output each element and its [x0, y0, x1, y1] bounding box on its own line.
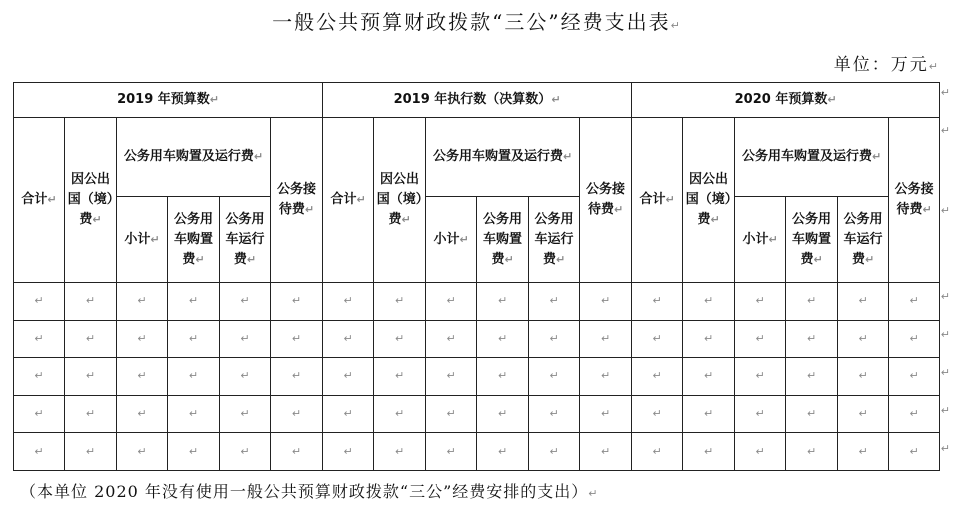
abroad-header — [683, 118, 735, 283]
paragraph-mark-icon: ↵ — [652, 407, 662, 421]
table-cell — [735, 358, 786, 396]
paragraph-mark-icon: ↵ — [246, 252, 257, 266]
paragraph-mark-icon: ↵ — [240, 444, 250, 458]
table-cell — [786, 395, 838, 433]
paragraph-mark-icon: ↵ — [240, 407, 250, 421]
paragraph-mark-icon: ↵ — [600, 407, 611, 421]
table-cell — [271, 395, 323, 433]
table-cell — [117, 433, 168, 471]
purchase-header — [477, 197, 529, 283]
table-cell — [786, 433, 838, 471]
vehicle-header — [117, 118, 271, 197]
table-row — [14, 395, 940, 433]
table-cell — [477, 358, 529, 396]
purchase-header-label: 公务用车购置费 — [483, 211, 523, 267]
table-cell — [14, 433, 65, 471]
paragraph-mark-icon: ↵ — [240, 294, 250, 308]
paragraph-mark-icon: ↵ — [137, 444, 147, 458]
table-cell — [220, 433, 271, 471]
paragraph-mark-icon: ↵ — [188, 369, 199, 383]
table-cell — [735, 320, 786, 358]
table-cell — [838, 358, 889, 396]
year-group-label: 2019 年执行数（决算数） — [393, 92, 552, 107]
paragraph-mark-icon: ↵ — [940, 86, 950, 99]
table-cell — [426, 358, 477, 396]
vehicle-header-label: 公务用车购置及运行费 — [432, 149, 563, 164]
vehicle-header — [426, 118, 580, 197]
paragraph-mark-icon: ↵ — [600, 294, 611, 308]
header-row-subcategories — [14, 197, 940, 283]
paragraph-mark-icon: ↵ — [652, 444, 662, 458]
table-cell — [220, 395, 271, 433]
table-cell — [529, 320, 580, 358]
table-cell — [374, 320, 426, 358]
paragraph-mark-icon: ↵ — [703, 369, 714, 383]
paragraph-mark-icon: ↵ — [92, 213, 102, 226]
table-cell — [168, 433, 220, 471]
purchase-header — [786, 197, 838, 283]
paragraph-mark-icon: ↵ — [588, 487, 599, 500]
paragraph-mark-icon: ↵ — [858, 294, 868, 308]
paragraph-mark-icon: ↵ — [813, 252, 823, 266]
paragraph-mark-icon: ↵ — [858, 369, 868, 383]
paragraph-mark-icon: ↵ — [291, 369, 302, 383]
table-cell — [580, 395, 632, 433]
table-cell — [580, 283, 632, 321]
paragraph-mark-icon: ↵ — [562, 150, 573, 163]
paragraph-mark-icon: ↵ — [670, 19, 682, 32]
paragraph-mark-icon: ↵ — [755, 407, 765, 421]
paragraph-mark-icon: ↵ — [928, 60, 940, 73]
total-header — [323, 118, 374, 283]
page-title — [0, 6, 954, 35]
paragraph-mark-icon: ↵ — [137, 331, 147, 345]
header-row-years — [14, 83, 940, 118]
abroad-header-label: 因公出国（境）费 — [376, 172, 423, 227]
paragraph-mark-icon: ↵ — [600, 331, 611, 345]
paragraph-mark-icon: ↵ — [549, 331, 559, 345]
subtotal-header — [117, 197, 168, 283]
paragraph-mark-icon: ↵ — [806, 369, 817, 383]
table-row — [14, 320, 940, 358]
paragraph-mark-icon: ↵ — [497, 294, 508, 308]
table-cell — [632, 320, 683, 358]
paragraph-mark-icon: ↵ — [291, 331, 302, 345]
table-row — [14, 283, 940, 321]
paragraph-mark-icon: ↵ — [755, 369, 765, 383]
table-cell — [632, 395, 683, 433]
table-cell — [426, 320, 477, 358]
paragraph-mark-icon: ↵ — [343, 294, 353, 308]
paragraph-mark-icon: ↵ — [446, 444, 456, 458]
footnote — [20, 479, 598, 502]
year-group-header — [14, 83, 323, 118]
table-cell — [14, 358, 65, 396]
table-cell — [65, 283, 117, 321]
table-cell — [889, 433, 940, 471]
paragraph-mark-icon: ↵ — [85, 331, 96, 345]
unit-text: 单位：万元 — [833, 55, 929, 75]
table-cell — [323, 283, 374, 321]
paragraph-mark-icon: ↵ — [253, 150, 264, 163]
paragraph-mark-icon: ↵ — [909, 294, 919, 308]
paragraph-mark-icon: ↵ — [497, 407, 508, 421]
table-cell — [735, 283, 786, 321]
paragraph-mark-icon: ↵ — [549, 444, 559, 458]
table-cell — [529, 433, 580, 471]
paragraph-mark-icon: ↵ — [909, 369, 919, 383]
table-cell — [117, 320, 168, 358]
paragraph-mark-icon: ↵ — [85, 407, 96, 421]
total-header — [632, 118, 683, 283]
paragraph-mark-icon: ↵ — [665, 193, 675, 206]
paragraph-mark-icon: ↵ — [304, 203, 315, 216]
paragraph-mark-icon: ↵ — [600, 369, 611, 383]
table-cell — [838, 433, 889, 471]
table-cell — [220, 283, 271, 321]
table-cell — [65, 395, 117, 433]
table-cell — [426, 283, 477, 321]
paragraph-mark-icon: ↵ — [446, 294, 456, 308]
paragraph-mark-icon: ↵ — [401, 213, 411, 226]
paragraph-mark-icon: ↵ — [652, 331, 662, 345]
paragraph-mark-icon: ↵ — [394, 331, 405, 345]
paragraph-mark-icon: ↵ — [137, 369, 147, 383]
table-cell — [14, 395, 65, 433]
table-cell — [271, 433, 323, 471]
table-row — [14, 433, 940, 471]
table-cell — [117, 395, 168, 433]
table-cell — [632, 283, 683, 321]
table-cell — [683, 395, 735, 433]
paragraph-mark-icon: ↵ — [343, 369, 353, 383]
paragraph-mark-icon: ↵ — [394, 407, 405, 421]
paragraph-mark-icon: ↵ — [459, 232, 469, 246]
table-cell — [220, 320, 271, 358]
table-cell — [14, 320, 65, 358]
table-cell — [168, 320, 220, 358]
table-cell — [889, 358, 940, 396]
table-cell — [323, 395, 374, 433]
expenditure-table — [13, 82, 940, 471]
paragraph-mark-icon: ↵ — [291, 444, 302, 458]
paragraph-mark-icon: ↵ — [188, 444, 199, 458]
abroad-header-label: 因公出国（境）费 — [685, 172, 732, 227]
operation-header-label: 公务用车运行费 — [225, 211, 265, 267]
operation-header-label: 公务用车运行费 — [534, 211, 574, 267]
table-cell — [65, 433, 117, 471]
paragraph-mark-icon: ↵ — [85, 294, 96, 308]
table-cell — [632, 358, 683, 396]
purchase-header-label: 公务用车购置费 — [792, 211, 832, 267]
paragraph-mark-icon: ↵ — [555, 252, 566, 266]
table-cell — [323, 320, 374, 358]
reception-header — [580, 118, 632, 283]
paragraph-mark-icon: ↵ — [137, 294, 147, 308]
paragraph-mark-icon: ↵ — [871, 150, 882, 163]
paragraph-mark-icon: ↵ — [394, 294, 405, 308]
table-cell — [220, 358, 271, 396]
reception-header — [271, 118, 323, 283]
subtotal-header-label: 小计 — [433, 231, 460, 247]
table-cell — [168, 395, 220, 433]
table-cell — [580, 358, 632, 396]
table-cell — [580, 433, 632, 471]
table-cell — [426, 395, 477, 433]
table-cell — [271, 320, 323, 358]
paragraph-mark-icon: ↵ — [600, 444, 611, 458]
header-row-categories — [14, 118, 940, 197]
paragraph-mark-icon: ↵ — [446, 369, 456, 383]
paragraph-mark-icon: ↵ — [188, 331, 199, 345]
table-cell — [889, 320, 940, 358]
paragraph-mark-icon: ↵ — [652, 369, 662, 383]
paragraph-mark-icon: ↵ — [34, 369, 44, 383]
table-cell — [529, 283, 580, 321]
unit-label — [834, 50, 940, 75]
paragraph-mark-icon: ↵ — [356, 193, 366, 206]
paragraph-mark-icon: ↵ — [497, 444, 508, 458]
paragraph-mark-icon: ↵ — [703, 331, 714, 345]
paragraph-mark-icon: ↵ — [504, 252, 514, 266]
table-cell — [477, 320, 529, 358]
table-row — [14, 358, 940, 396]
paragraph-mark-icon: ↵ — [940, 404, 950, 417]
table-cell — [529, 358, 580, 396]
title-text: 一般公共预算财政拨款“三公”经费支出表 — [272, 10, 671, 34]
paragraph-mark-icon: ↵ — [34, 294, 44, 308]
table-cell — [117, 283, 168, 321]
table-cell — [271, 358, 323, 396]
table-cell — [323, 433, 374, 471]
table-cell — [683, 433, 735, 471]
abroad-header-label: 因公出国（境）费 — [67, 172, 114, 227]
paragraph-mark-icon: ↵ — [806, 294, 817, 308]
year-group-header — [632, 83, 940, 118]
paragraph-mark-icon: ↵ — [446, 407, 456, 421]
paragraph-mark-icon: ↵ — [394, 369, 405, 383]
total-header-label: 合计 — [639, 192, 666, 207]
reception-header-label: 公务接待费 — [894, 182, 934, 217]
paragraph-mark-icon: ↵ — [137, 407, 147, 421]
paragraph-mark-icon: ↵ — [47, 193, 57, 206]
paragraph-mark-icon: ↵ — [703, 444, 714, 458]
paragraph-mark-icon: ↵ — [34, 331, 44, 345]
paragraph-mark-icon: ↵ — [195, 252, 205, 266]
paragraph-mark-icon: ↵ — [909, 444, 919, 458]
abroad-header — [374, 118, 426, 283]
paragraph-mark-icon: ↵ — [755, 331, 765, 345]
paragraph-mark-icon: ↵ — [768, 232, 778, 246]
subtotal-header — [735, 197, 786, 283]
table-cell — [168, 358, 220, 396]
paragraph-mark-icon: ↵ — [446, 331, 456, 345]
paragraph-mark-icon: ↵ — [34, 444, 44, 458]
paragraph-mark-icon: ↵ — [240, 331, 250, 345]
paragraph-mark-icon: ↵ — [940, 328, 950, 341]
vehicle-header-label: 公务用车购置及运行费 — [741, 149, 872, 164]
paragraph-mark-icon: ↵ — [85, 444, 96, 458]
table-cell — [838, 320, 889, 358]
paragraph-mark-icon: ↵ — [652, 294, 662, 308]
vehicle-header-label: 公务用车购置及运行费 — [123, 149, 254, 164]
paragraph-mark-icon: ↵ — [940, 366, 950, 379]
paragraph-mark-icon: ↵ — [549, 294, 559, 308]
paragraph-mark-icon: ↵ — [240, 369, 250, 383]
total-header-label: 合计 — [21, 192, 48, 207]
paragraph-mark-icon: ↵ — [858, 331, 868, 345]
table-cell — [683, 283, 735, 321]
operation-header — [529, 197, 580, 283]
table-cell — [374, 358, 426, 396]
paragraph-mark-icon: ↵ — [940, 124, 950, 137]
table-cell — [477, 283, 529, 321]
table-cell — [65, 358, 117, 396]
paragraph-mark-icon: ↵ — [551, 93, 561, 106]
paragraph-mark-icon: ↵ — [806, 444, 817, 458]
paragraph-mark-icon: ↵ — [188, 407, 199, 421]
operation-header — [838, 197, 889, 283]
table-cell — [735, 433, 786, 471]
paragraph-mark-icon: ↵ — [858, 407, 868, 421]
paragraph-mark-icon: ↵ — [291, 294, 302, 308]
vehicle-header — [735, 118, 889, 197]
paragraph-mark-icon: ↵ — [703, 407, 714, 421]
subtotal-header — [426, 197, 477, 283]
paragraph-mark-icon: ↵ — [85, 369, 96, 383]
table-cell — [838, 395, 889, 433]
paragraph-mark-icon: ↵ — [703, 294, 714, 308]
paragraph-mark-icon: ↵ — [909, 331, 919, 345]
paragraph-mark-icon: ↵ — [343, 407, 353, 421]
reception-header-label: 公务接待费 — [586, 182, 626, 217]
table-cell — [117, 358, 168, 396]
table-cell — [529, 395, 580, 433]
paragraph-mark-icon: ↵ — [394, 444, 405, 458]
paragraph-mark-icon: ↵ — [806, 407, 817, 421]
table-cell — [683, 358, 735, 396]
paragraph-mark-icon: ↵ — [613, 203, 624, 216]
table-cell — [580, 320, 632, 358]
paragraph-mark-icon: ↵ — [755, 294, 765, 308]
subtotal-header-label: 小计 — [742, 231, 769, 247]
table-cell — [683, 320, 735, 358]
paragraph-mark-icon: ↵ — [864, 252, 875, 266]
table-cell — [323, 358, 374, 396]
table-cell — [271, 283, 323, 321]
total-header — [14, 118, 65, 283]
footnote-text: （本单位 2020 年没有使用一般公共预算财政拨款“三公”经费安排的支出） — [20, 482, 589, 501]
table-cell — [168, 283, 220, 321]
table-cell — [889, 283, 940, 321]
paragraph-mark-icon: ↵ — [497, 369, 508, 383]
table-cell — [632, 433, 683, 471]
year-group-label: 2019 年预算数 — [117, 92, 210, 107]
total-header-label: 合计 — [330, 192, 357, 207]
table-cell — [735, 395, 786, 433]
purchase-header — [168, 197, 220, 283]
paragraph-mark-icon: ↵ — [922, 203, 932, 216]
table-cell — [65, 320, 117, 358]
table-cell — [786, 283, 838, 321]
paragraph-mark-icon: ↵ — [858, 444, 868, 458]
table-cell — [374, 433, 426, 471]
paragraph-mark-icon: ↵ — [343, 331, 353, 345]
reception-header-label: 公务接待费 — [277, 182, 317, 217]
paragraph-mark-icon: ↵ — [710, 213, 720, 226]
paragraph-mark-icon: ↵ — [940, 442, 950, 455]
subtotal-header-label: 小计 — [124, 231, 151, 247]
operation-header — [220, 197, 271, 283]
abroad-header — [65, 118, 117, 283]
paragraph-mark-icon: ↵ — [549, 369, 559, 383]
table-cell — [14, 283, 65, 321]
table-cell — [477, 433, 529, 471]
table-cell — [374, 395, 426, 433]
paragraph-mark-icon: ↵ — [940, 204, 950, 217]
year-group-header — [323, 83, 632, 118]
paragraph-mark-icon: ↵ — [755, 444, 765, 458]
reception-header — [889, 118, 940, 283]
paragraph-mark-icon: ↵ — [291, 407, 302, 421]
paragraph-mark-icon: ↵ — [549, 407, 559, 421]
paragraph-mark-icon: ↵ — [827, 93, 837, 106]
table-cell — [786, 358, 838, 396]
paragraph-mark-icon: ↵ — [909, 407, 919, 421]
table-cell — [889, 395, 940, 433]
paragraph-mark-icon: ↵ — [188, 294, 199, 308]
table-cell — [786, 320, 838, 358]
paragraph-mark-icon: ↵ — [34, 407, 44, 421]
operation-header-label: 公务用车运行费 — [843, 211, 883, 267]
paragraph-mark-icon: ↵ — [150, 232, 160, 246]
purchase-header-label: 公务用车购置费 — [173, 211, 213, 267]
paragraph-mark-icon: ↵ — [497, 331, 508, 345]
paragraph-mark-icon: ↵ — [806, 331, 817, 345]
table-cell — [426, 433, 477, 471]
table-cell — [477, 395, 529, 433]
table-cell — [374, 283, 426, 321]
table-cell — [838, 283, 889, 321]
paragraph-mark-icon: ↵ — [343, 444, 353, 458]
year-group-label: 2020 年预算数 — [734, 92, 828, 107]
paragraph-mark-icon: ↵ — [209, 93, 219, 106]
paragraph-mark-icon: ↵ — [940, 290, 950, 303]
